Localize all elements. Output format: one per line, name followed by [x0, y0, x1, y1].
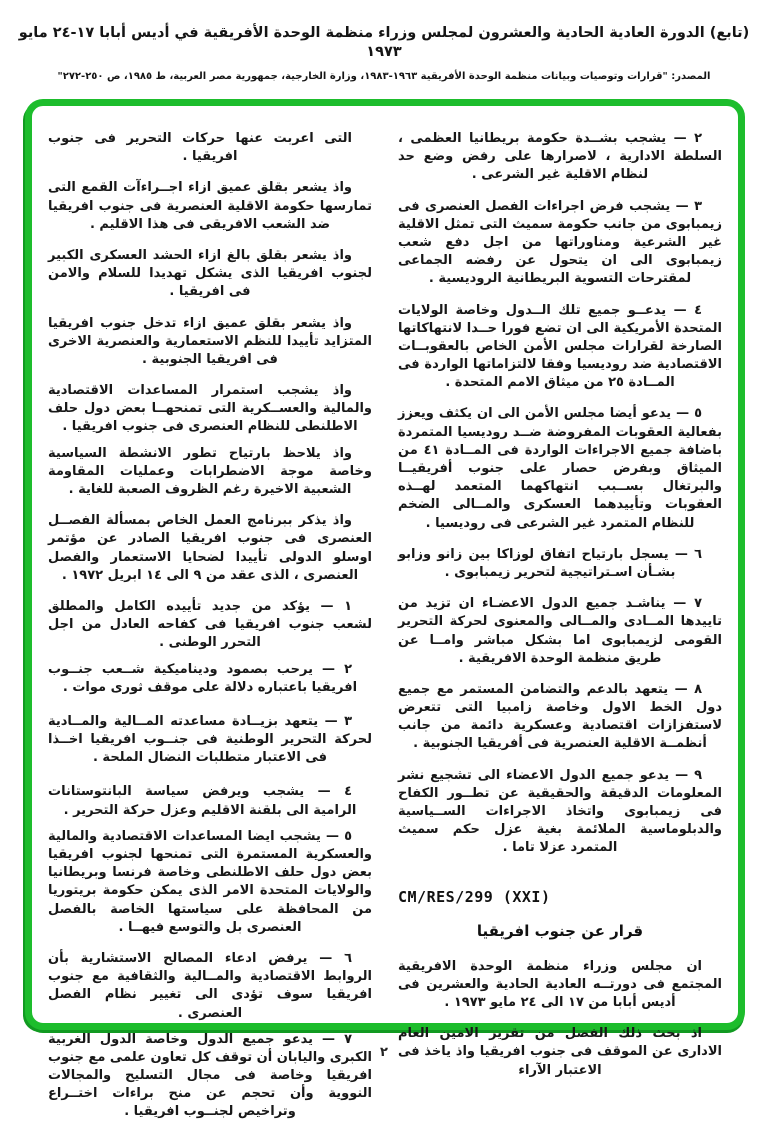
- paragraph-preamble-6: واذ يذكر ببرنامج العمل الخاص بمسألة الفصــل العنصرى فى جنوب افريقيا الصادر عن مؤتمر اوسلو الدولى تأييدا لضحايا الاستعمار والفصل العنصرى ، الذى عقد من ٩ الى ١٤ ابريل ١٩٧٢ .: [48, 513, 372, 583]
- paragraph-clause-7: ٧ — يناشـد جميع الدول الاعضـاء ان تزيد من تاييدها المــادى والمــالى والمعنوى لحركة التحرير القومى لزيمبابوى اما بشكل مباشر وامــا عن طريق منظمة الوحدة الافريقية .: [398, 596, 722, 666]
- paragraph-clause-3: ٣ — يشجب فرض اجراءات الفصل العنصرى فى زيمبابوى من جانب حكومة سميث التى تمثل الاقلية غير الشرعية ومناوراتها من اجل دفع شعب زيمبابوى الى ان يتحول عن رفضه الجماعى لمقترحات التسوية البريطانية الروديسية .: [398, 198, 722, 287]
- paragraph-preamble-2: واذ يشعر بقلق بالغ ازاء الحشد العسكرى الكبير لجنوب افريقيا الذى يشكل تهديدا للسلام والامن فى افريقيا .: [48, 247, 372, 300]
- session-title: (تابع) الدورة العادية الحادية والعشرون لمجلس وزراء منظمة الوحدة الأفريقية في أديس أبابا ١٧-٢٤ مايو ١٩٧٣: [18, 25, 750, 60]
- paragraph-preamble-3: واذ يشعر بقلق عميق ازاء تدخل جنوب افريقيا المتزايد تأييدا للنظم الاستعمارية والعنصرية الاخرى فى افريقيا الجنوبية .: [48, 315, 372, 367]
- paragraph-clause-5: ٥ — يدعو أيضا مجلس الأمن الى ان يكثف ويعزز بفعالية العقوبات المفروضة ضــد روديسيا المتمردة باضافة جميع الاجراءات الواردة فى المــادة ٤١ من الميثاق وبفرض حصار على جنوب أفريقيــا والبرتغال بســبب انتهاكهما المتعمد لهــذه العقوبات وتأييدهما العسكرى والمــالى الضخم للنظام المتمرد غير الشرعى فى روديسيا .: [398, 406, 722, 531]
- paragraph-clause-a5: ٥ — يشجب ايضا المساعدات الاقتصادية والمالية والعسكرية المستمرة التى تمنحها لجنوب افريقيا بعض دول حلف الاطلنطى وخاصة فرنسا وبريطانيا والولايات المتحدة الامر الذى يمكن حكومة بريتوريا من المحافظة على سياستها الخاصة بالفصل العنصرى بل والتوسع فيهــا .: [48, 828, 372, 935]
- paragraph-clause-a2: ٢ — يرحب بصمود وديناميكية شــعب جنــوب افريقيا باعتباره دلالة على موقف ثورى موات .: [48, 661, 358, 695]
- resolution-reference: CM/RES/299 (XXI): [398, 887, 551, 906]
- paragraph-preamble-report: اذ بحث ذلك الفصل من تقرير الامين العام الادارى عن الموقف فى جنوب افريقيا واذ ياخذ فى الاعتبار الآراء: [398, 1026, 722, 1078]
- paragraph-clause-4: ٤ — يدعــو جميع تلك الــدول وخاصة الولايات المتحدة الأمريكية الى ان تضع فورا حــدا لانتهاكاتها الصارخة لقرارات مجلس الأمن الخاص بالعقوبــات الاقتصادية ضد روديسيا وفقا لالتزاماتها الواردة فى المــادة ٢٥ من ميثاق الامم المتحدة .: [398, 302, 722, 391]
- paragraph-preamble-council: ان مجلس وزراء منظمة الوحدة الافريقية المجتمع فى دورتــه العادية الحادية والعشرين فى أديس أبابا من ١٧ الى ٢٤ مايو ١٩٧٣ .: [398, 958, 722, 1010]
- page-number: ٢: [380, 1045, 388, 1060]
- paragraph-continuation: التى اعربت عنها حركات التحرير فى جنوب افريقيا .: [48, 131, 352, 165]
- paragraph-preamble-1: واذ يشعر بقلق عميق ازاء اجــراءآت القمع التى تمارسها حكومة الاقلية العنصرية فى جنوب افريقيا ضد الشعب الافريقى فى هذا الاقليم .: [48, 180, 372, 232]
- paragraph-clause-8: ٨ — يتعهد بالدعم والتضامن المستمر مع جميع دول الخط الاول وخاصة زامبيا التى تتعرض لاستفزازات اقتصادية وعسكرية دائمة من جانب أنظمــة الاقلية العنصرية فى أفريقيا الجنوبية .: [398, 681, 722, 752]
- paragraph-clause-a1: ١ — يؤكد من جديد تأييده الكامل والمطلق لشعب جنوب افريقيا فى كفاحه العادل من اجل التحرر الوطنى .: [48, 598, 372, 651]
- paragraph-clause-a6: ٦ — يرفض ادعاء المصالح الاستشارية بأن الروابط الاقتصادية والمــالية والثقافية مع جنوب افريقيا سوف تؤدى الى تغيير نظام الفصل العنصرى .: [48, 950, 372, 1021]
- two-column-text: [32, 106, 738, 1120]
- paragraph-clause-a3: ٣ — يتعهد بزيــادة مساعدته المــالية والمــادية لحركة التحرير الوطنية فى جنــوب افريقيا اخــذا فى الاعتبار متطلبات النضال الملحة .: [48, 713, 372, 766]
- source-citation: المصدر: "قرارات وتوصيات وبيانات منظمة الوحدة الأفريقية ١٩٦٣-١٩٨٣، وزارة الخارجية، جمهورية مصر العربية، ط ١٩٨٥، ص ٢٥٠-٢٧٢": [57, 70, 711, 82]
- paragraph-preamble-4: واذ يشجب استمرار المساعدات الاقتصادية والمالية والعســكرية التى تمنحهــا بعض دول حلف الاطلنطى للنظام العنصرى فى جنوب افريقيا .: [48, 383, 372, 435]
- paragraph-clause-a7: ٧ — يدعو جميع الدول وخاصة الدول الغربية الكبرى واليابان أن توقف كل تعاون علمى مع جنوب افريقيا وخاصة فى مجال التسليح والمجالات النووية وأن تحجم عن منح براءات اختــراع وتراخيص لجنــوب افريقيا .: [48, 1031, 372, 1120]
- paragraph-clause-9: ٩ — يدعو جميع الدول الاعضاء الى تشجيع نشر المعلومات الدقيقة والحقيقية عن تطــور الكفاح فى زيمبابوى واتخاذ الاجراءات الســياسية والدبلوماسية الملائمة بغية عزل حكم سميث المتمرد عزلا تاما .: [398, 767, 722, 856]
- paragraph-clause-2: ٢ — يشجب بشــدة حكومة بريطانيا العظمى ، السلطة الادارية ، لاصرارها على رفض وضع حد لنظام الاقلية غير الشرعى .: [398, 131, 722, 183]
- paragraph-clause-6: ٦ — يسجل بارتياح اتفاق لوزاكا بين زانو وزابو بشـأن اسـتراتيجية لتحرير زيمبابوى .: [398, 546, 702, 580]
- column-left: [48, 130, 372, 1120]
- document-header: [0, 24, 768, 83]
- paragraph-preamble-5: واذ يلاحظ بارتياح تطور الانشطة السياسية وخاصة موجة الاضطرابات وعمليات المقاومة الشعبية الاخيرة رغم الظروف الصعبة للغاية .: [48, 445, 372, 497]
- document-frame: [25, 99, 745, 1120]
- resolution-title: قرار عن جنوب افريقيا: [476, 921, 644, 940]
- column-right: [398, 130, 722, 1078]
- paragraph-clause-a4: ٤ — يشجب ويرفض سياسة البانتوستانات الرامية الى بلقنة الاقليم وعزل حركة التحرير .: [48, 784, 357, 818]
